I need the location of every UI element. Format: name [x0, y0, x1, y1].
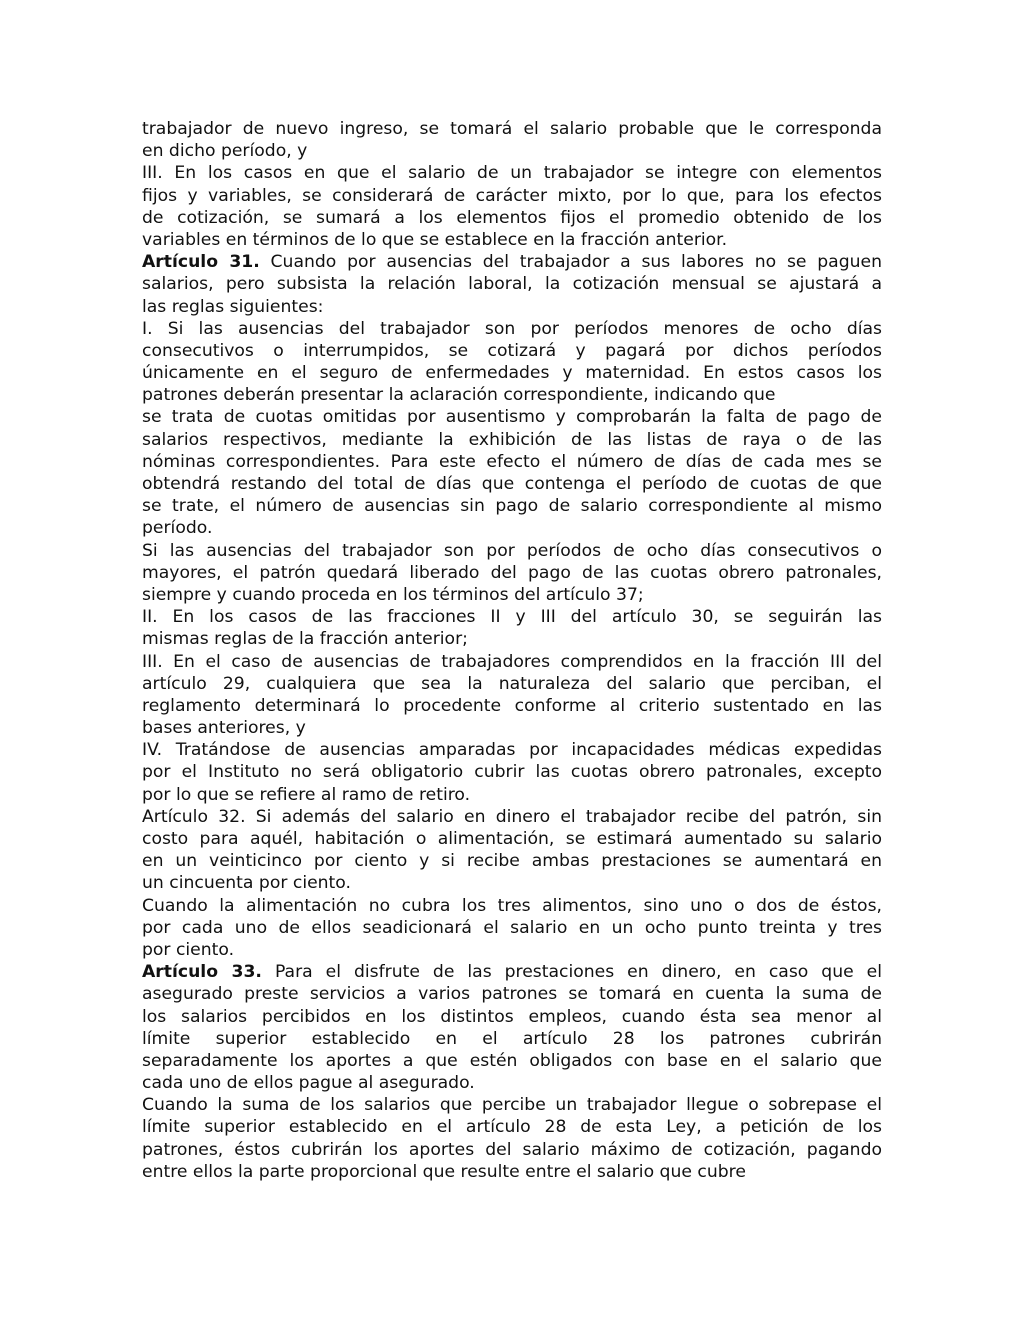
text-line: [142, 673, 882, 695]
text-line: [142, 939, 882, 961]
text-line: [142, 784, 882, 806]
line-text: patrones deberán presentar la aclaración correspondiente, indicando que: [142, 385, 776, 406]
line-text: Cuando por ausencias del trabajador a sus labores no se paguen: [259, 252, 882, 273]
article-heading: Artículo 31.: [142, 252, 260, 273]
line-text: en un veinticinco por ciento y si recibe ambas prestaciones se aumentará en: [142, 851, 882, 872]
line-text: consecutivos o interrumpidos, se cotizará y pagará por dichos períodos: [142, 340, 882, 361]
line-text: Cuando la alimentación no cubra los tres alimentos, sino uno o dos de éstos,: [142, 895, 882, 916]
line-text: patrones, éstos cubrirán los aportes del salario máximo de cotización, pagando: [142, 1139, 882, 1160]
line-text: mismas reglas de la fracción anterior;: [142, 629, 468, 650]
text-line: [142, 717, 882, 739]
text-line: [142, 251, 882, 273]
line-text: fijos y variables, se considerará de carácter mixto, por lo que, para los efectos: [142, 185, 882, 206]
text-line: [142, 540, 882, 562]
text-line: [142, 1116, 882, 1138]
line-text: entre ellos la parte proporcional que resulte entre el salario que cubre: [142, 1161, 746, 1182]
line-text: período.: [142, 518, 213, 539]
line-text: se trata de cuotas omitidas por ausentismo y comprobarán la falta de pago de: [142, 407, 882, 428]
text-line: [142, 872, 882, 894]
line-text: reglamento determinará lo procedente conforme al criterio sustentado en las: [142, 695, 882, 716]
line-text: Artículo 32. Si además del salario en dinero el trabajador recibe del patrón, sin: [142, 806, 882, 827]
line-text: asegurado preste servicios a varios patrones se tomará en cuenta la suma de: [142, 984, 882, 1005]
text-line: [142, 584, 882, 606]
text-line: [142, 1050, 882, 1072]
text-line: [142, 761, 882, 783]
line-text: Si las ausencias del trabajador son por períodos de ocho días consecutivos o: [142, 540, 882, 561]
line-text: mayores, el patrón quedará liberado del pago de las cuotas obrero patronales,: [142, 562, 882, 583]
line-text: bases anteriores, y: [142, 718, 306, 739]
text-line: [142, 296, 882, 318]
line-text: salarios, pero subsista la relación laboral, la cotización mensual se ajustará a: [142, 274, 882, 295]
text-line: [142, 961, 882, 983]
text-line: [142, 384, 882, 406]
line-text: se trate, el número de ausencias sin pago de salario correspondiente al mismo: [142, 496, 882, 517]
text-line: [142, 140, 882, 162]
line-text: II. En los casos de las fracciones II y III del artículo 30, se seguirán las: [142, 607, 882, 628]
text-line: [142, 850, 882, 872]
text-line: [142, 1006, 882, 1028]
text-line: [142, 118, 882, 140]
text-line: [142, 517, 882, 539]
text-line: [142, 207, 882, 229]
text-line: [142, 318, 882, 340]
line-text: siempre y cuando proceda en los términos del artículo 37;: [142, 584, 644, 605]
line-text: límite superior establecido en el artículo 28 los patrones cubrirán: [142, 1028, 882, 1049]
text-line: [142, 1028, 882, 1050]
text-line: [142, 651, 882, 673]
text-line: [142, 917, 882, 939]
line-text: nóminas correspondientes. Para este efecto el número de días de cada mes se: [142, 451, 882, 472]
line-text: por cada uno de ellos seadicionará el salario en un ocho punto treinta y tres: [142, 917, 882, 938]
line-text: III. En los casos en que el salario de un trabajador se integre con elementos: [142, 163, 882, 184]
line-text: las reglas siguientes:: [142, 296, 324, 317]
line-text: límite superior establecido en el artículo 28 de esta Ley, a petición de los: [142, 1117, 882, 1138]
line-text: salarios respectivos, mediante la exhibición de las listas de raya o de las: [142, 429, 882, 450]
line-text: costo para aquél, habitación o alimentación, se estimará aumentado su salario: [142, 829, 882, 849]
text-line: [142, 828, 882, 850]
text-line: [142, 340, 882, 362]
text-line: [142, 806, 882, 828]
line-text: IV. Tratándose de ausencias amparadas por incapacidades médicas expedidas: [142, 740, 882, 761]
line-text: separadamente los aportes a que estén obligados con base en el salario que: [142, 1050, 882, 1071]
line-text: de cotización, se sumará a los elementos fijos el promedio obtenido de los: [142, 207, 882, 228]
text-line: [142, 406, 882, 428]
text-line: [142, 1139, 882, 1161]
text-line: [142, 1094, 882, 1116]
text-line: [142, 273, 882, 295]
text-line: [142, 451, 882, 473]
text-line: [142, 229, 882, 251]
line-text: únicamente en el seguro de enfermedades y maternidad. En estos casos los: [142, 363, 882, 384]
line-text: por ciento.: [142, 939, 235, 960]
line-text: un cincuenta por ciento.: [142, 873, 351, 894]
line-text: I. Si las ausencias del trabajador son por períodos menores de ocho días: [142, 318, 882, 339]
text-line: [142, 695, 882, 717]
line-text: por lo que se refiere al ramo de retiro.: [142, 784, 471, 805]
line-text: Cuando la suma de los salarios que percibe un trabajador llegue o sobrepase el: [142, 1095, 882, 1116]
article-heading: Artículo 33.: [142, 962, 262, 983]
line-text: Para el disfrute de las prestaciones en dinero, en caso que el: [261, 962, 882, 983]
text-line: [142, 628, 882, 650]
text-line: [142, 185, 882, 207]
line-text: obtendrá restando del total de días que contenga el período de cuotas de que: [142, 474, 882, 494]
line-text: los salarios percibidos en los distintos empleos, cuando ésta sea menor al: [142, 1006, 882, 1027]
text-line: [142, 473, 882, 495]
line-text: variables en términos de lo que se establece en la fracción anterior.: [142, 229, 728, 250]
document-page: [142, 118, 882, 1183]
line-text: por el Instituto no será obligatorio cubrir las cuotas obrero patronales, excepto: [142, 762, 882, 783]
text-line: [142, 562, 882, 584]
text-line: [142, 1161, 882, 1183]
text-line: [142, 739, 882, 761]
line-text: cada uno de ellos pague al asegurado.: [142, 1073, 475, 1094]
text-line: [142, 1072, 882, 1094]
line-text: artículo 29, cualquiera que sea la naturaleza del salario que perciban, el: [142, 673, 882, 694]
text-line: [142, 606, 882, 628]
text-line: [142, 362, 882, 384]
text-line: [142, 162, 882, 184]
line-text: trabajador de nuevo ingreso, se tomará el salario probable que le corresponda: [142, 119, 882, 139]
text-line: [142, 429, 882, 451]
line-text: III. En el caso de ausencias de trabajadores comprendidos en la fracción III del: [142, 651, 882, 672]
text-line: [142, 895, 882, 917]
line-text: en dicho período, y: [142, 141, 308, 162]
text-line: [142, 983, 882, 1005]
text-line: [142, 495, 882, 517]
